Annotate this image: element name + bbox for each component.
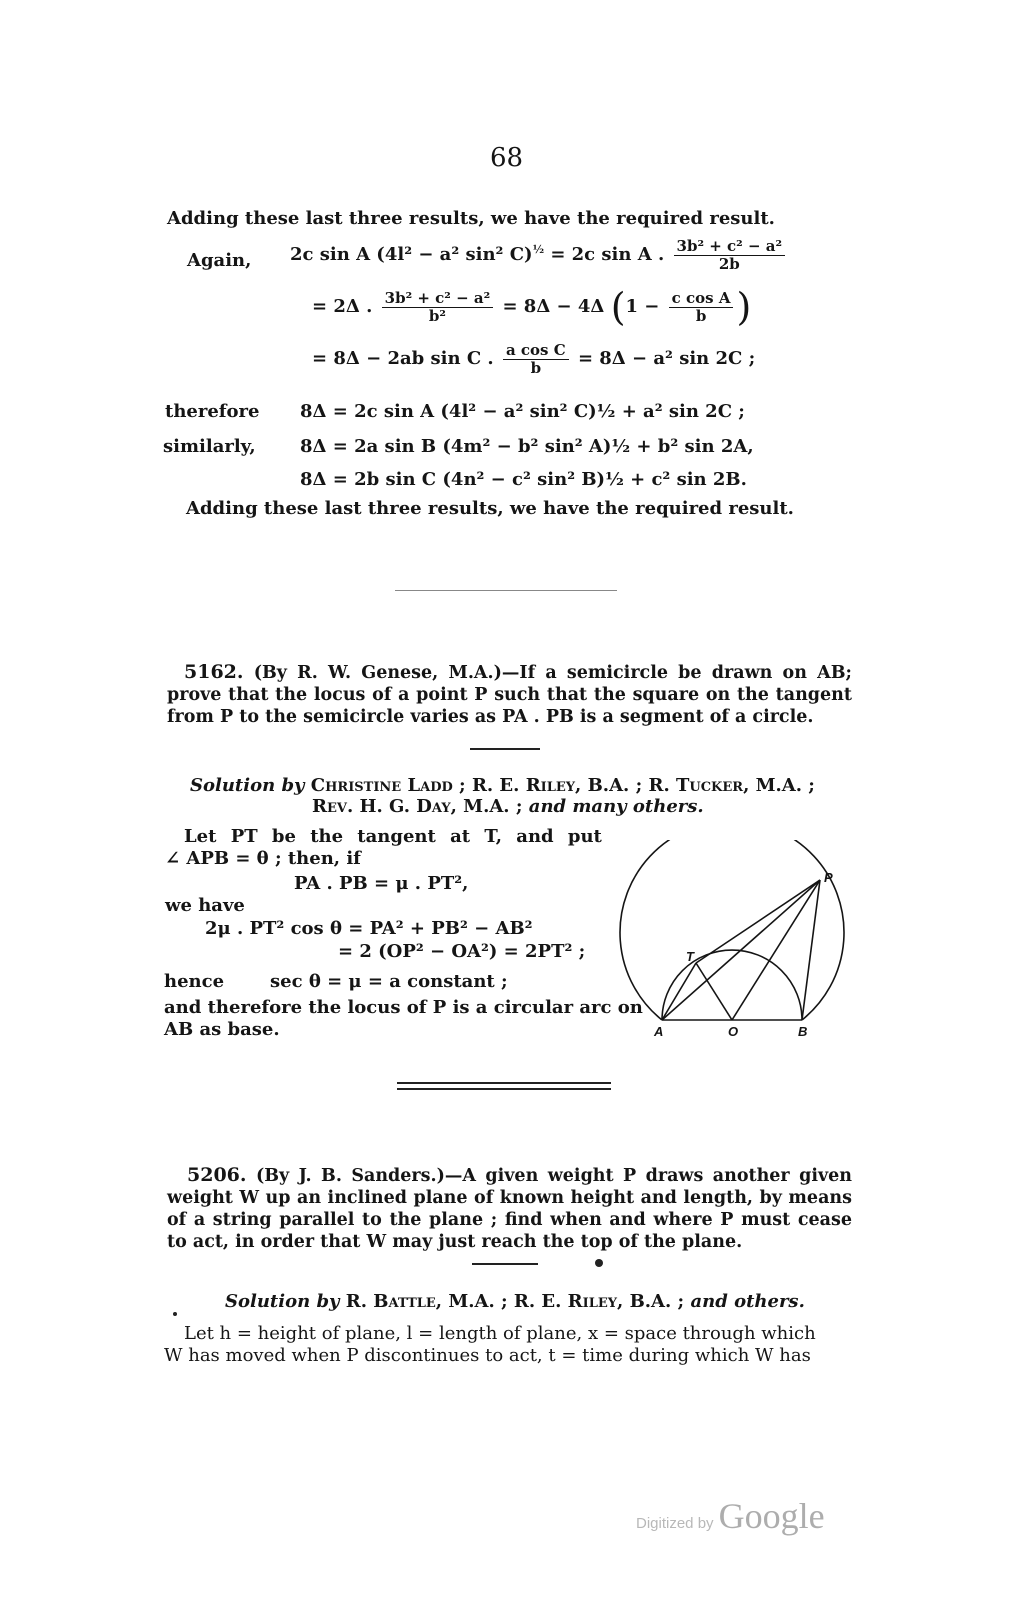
equation-again-2: = 2Δ . $\frac{\text{3b² + c² − a²}}{\text{b²}}$ = 8Δ − 4Δ (1 − $\frac{\text{c cos A}}{b}$ ) — [312, 285, 752, 329]
line-PO — [732, 880, 820, 1020]
q5162-solvers-line-2 — [312, 796, 704, 817]
similarly-label: similarly, — [163, 436, 256, 457]
q5206-solution-by: Solution by — [225, 1291, 340, 1312]
equation-again-1: 2c sin A (4l² − a² sin² C)$^{\frac{1}{2}}$ = 2c sin A . $\frac{\text{3b² + c² − a²}}{2b}$ — [290, 238, 788, 272]
eq2-frac-den: b² — [428, 306, 446, 325]
q5162-solvers-1: Christine Ladd ; R. E. Riley, B.A. ; R. Tucker, M.A. ; — [310, 775, 815, 796]
eq2-paren-1: 1 − — [625, 296, 660, 317]
q5206-solvers: R. Battle, M.A. ; R. E. Riley, B.A. ; — [345, 1291, 685, 1312]
q5162-text-1: Let PT be the tangent at T, and put — [184, 826, 602, 847]
q5162-number: 5162. — [184, 661, 244, 683]
q5162-solvers-2: Rev. H. G. Day, M.A. ; — [312, 796, 523, 817]
q5206-solvers-others: and others. — [690, 1291, 805, 1312]
q5206-text-1: Let h = height of plane, l = length of plane, x = space through which — [184, 1323, 816, 1344]
eq3-pre: = 8Δ − 2ab sin C . — [312, 348, 494, 369]
q5206-statement: —A given weight P draws another given weight W up an inclined plane of known height and length, by means of a string parallel to the plane ; find when and where P must cease to act, in order that W may just reach the top of the plane. — [167, 1166, 852, 1252]
eq1-frac-num: 3b² + c² − a² — [674, 238, 786, 256]
separator-dot — [595, 1259, 603, 1267]
q5162-solvers-line-1 — [190, 775, 815, 796]
question-5206 — [167, 1164, 852, 1253]
eq3-frac-num: a cos C — [503, 342, 569, 360]
separator-faint — [395, 590, 617, 591]
separator-5162 — [470, 748, 540, 750]
q5206-solvers-line — [225, 1291, 805, 1312]
q5162-conclusion-2: AB as base. — [164, 1019, 280, 1040]
equation-again-3 — [312, 342, 755, 376]
eq2-frac2-den: b — [695, 306, 707, 325]
line-PB — [802, 880, 820, 1020]
conclusion-line: Adding these last three results, we have the required result. — [186, 498, 794, 519]
eq1-mid: = 2c sin A . — [544, 244, 665, 265]
eq2-frac2-num: c cos A — [669, 290, 734, 308]
geometry-diagram — [612, 840, 852, 1040]
q5162-author: (By R. W. Genese, M.A.) — [253, 663, 502, 683]
q5162-statement: —If a semicircle be drawn on AB; prove that the locus of a point P such that the square on the tangent from P to the semicircle varies as PA . PB is a segment of a circle. — [167, 663, 852, 727]
q5162-hence-label: hence — [164, 971, 225, 992]
page-number: 68 — [490, 143, 524, 173]
q5162-eq-1: PA . PB = μ . PT², — [294, 873, 469, 894]
tangent-PT — [696, 880, 820, 963]
q5162-text-2: ∠ APB = θ ; then, if — [165, 848, 361, 869]
similarly-equation-1: 8Δ = 2a sin B (4m² − b² sin² A)½ + b² sin 2A, — [300, 436, 754, 457]
again-label: Again, — [187, 250, 252, 271]
eq1-frac-den: 2b — [718, 254, 740, 273]
q5162-solution-by: Solution by — [190, 775, 305, 796]
q5162-solvers-others: and many others. — [528, 796, 704, 817]
eq1-fraction — [674, 238, 786, 272]
double-rule-bottom — [397, 1088, 611, 1090]
intro-line: Adding these last three results, we have the required result. — [167, 208, 775, 229]
label-T: T — [686, 949, 694, 964]
eq3-frac-den: b — [530, 358, 542, 377]
therefore-label: therefore — [165, 401, 260, 422]
stray-dot — [173, 1312, 177, 1316]
q5162-conclusion-1: and therefore the locus of P is a circular arc on — [164, 997, 643, 1018]
eq2-frac-num: 3b² + c² − a² — [382, 290, 494, 308]
double-rule-top — [397, 1082, 611, 1084]
q5162-text-3: we have — [165, 895, 245, 916]
q5162-eq-2: 2μ . PT² cos θ = PA² + PB² − AB² — [205, 918, 533, 939]
eq1-lhs: 2c sin A (4l² − a² sin² C) — [290, 244, 533, 265]
label-B: B — [798, 1024, 808, 1039]
q5206-text-2: W has moved when P discontinues to act, t = time during which W has — [164, 1345, 811, 1366]
label-O: O — [728, 1024, 739, 1039]
q5162-hence-equation: sec θ = μ = a constant ; — [270, 971, 508, 992]
similarly-equation-2: 8Δ = 2b sin C (4n² − c² sin² B)½ + c² sin 2B. — [300, 469, 747, 490]
separator-5206 — [472, 1263, 538, 1265]
label-P: P — [824, 870, 833, 885]
digitized-label: Digitized by — [636, 1515, 714, 1532]
eq2-pre: = 2Δ . — [312, 296, 373, 317]
q5206-number: 5206. — [187, 1164, 247, 1186]
label-A: A — [654, 1024, 664, 1039]
question-5162 — [167, 661, 852, 728]
eq3-post: = 8Δ − a² sin 2C ; — [577, 348, 756, 369]
q5206-author: (By J. B. Sanders.) — [255, 1166, 445, 1186]
circular-arc — [620, 840, 844, 1020]
digitized-by-watermark — [636, 1495, 825, 1537]
therefore-equation: 8Δ = 2c sin A (4l² − a² sin² C)½ + a² sin 2C ; — [300, 401, 745, 422]
eq2-fraction-2 — [669, 290, 734, 324]
eq2-mid: = 8Δ − 4Δ — [502, 296, 605, 317]
line-OT — [696, 963, 732, 1020]
eq2-fraction — [382, 290, 494, 324]
q5162-eq-3: = 2 (OP² − OA²) = 2PT² ; — [338, 941, 586, 962]
google-logo-text: Google — [718, 1496, 825, 1536]
eq3-fraction — [503, 342, 569, 376]
